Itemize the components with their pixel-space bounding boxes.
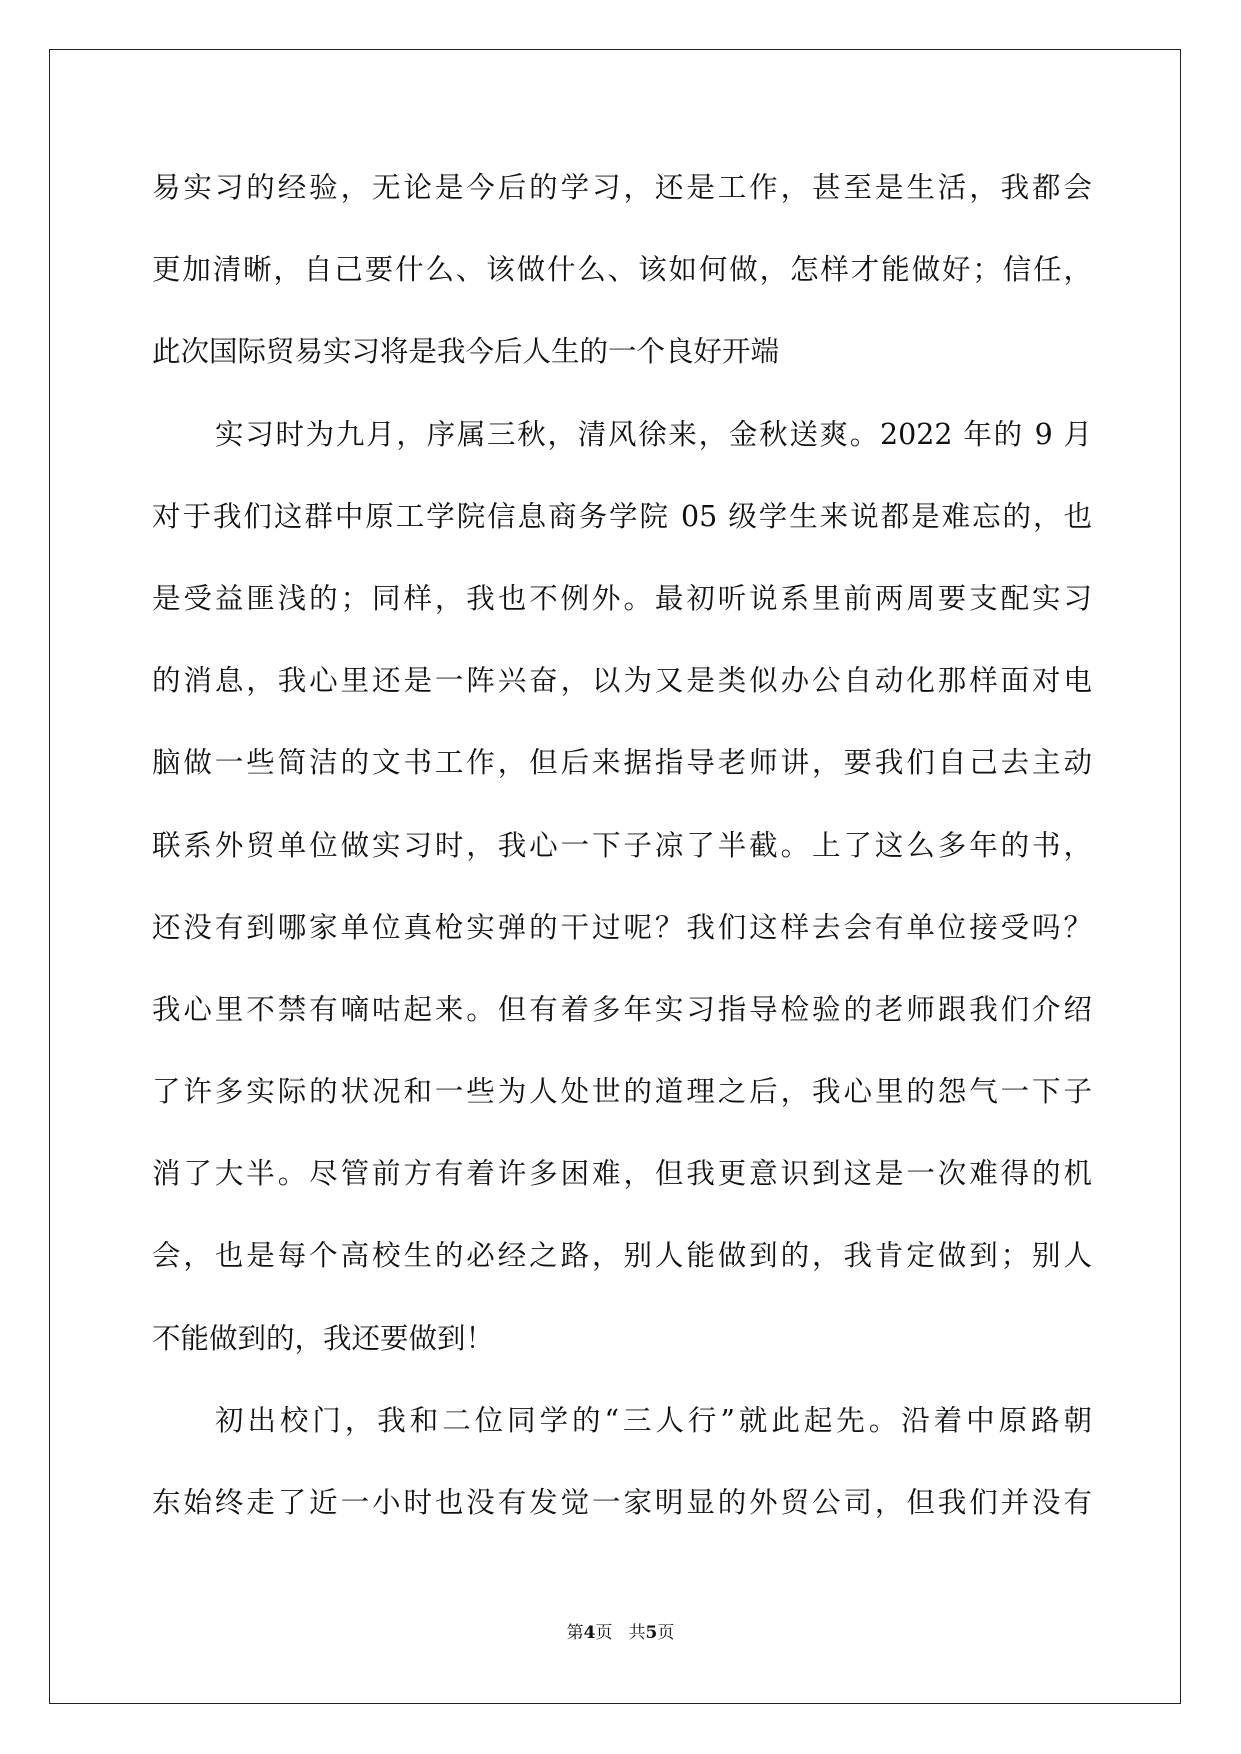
text-line: 的消息，我心里还是一阵兴奋，以为又是类似办公自动化那样面对电 [152,664,1092,698]
footer-total-prefix: 共 [628,1623,646,1643]
text-line: 对于我们这群中原工学院信息商务学院 05 级学生来说都是难忘的，也 [152,499,1092,533]
text-line: 更加清晰，自己要什么、该做什么、该如何做，怎样才能做好；信任， [152,253,1092,287]
text-line: 会，也是每个高校生的必经之路，别人能做到的，我肯定做到；别人 [152,1239,1092,1273]
text-line: 不能做到的，我还要做到！ [152,1321,495,1355]
footer-page-number: 4 [583,1623,596,1643]
footer-total-suffix: 页 [657,1623,675,1643]
text-line: 此次国际贸易实习将是我今后人生的一个良好开端 [152,335,780,369]
text-line: 初出校门，我和二位同学的“三人行”就此起先。沿着中原路朝 [215,1403,1092,1437]
text-line: 联系外贸单位做实习时，我心一下子凉了半截。上了这么多年的书， [152,828,1092,862]
document-body [152,160,1092,1557]
page-footer [0,1618,1241,1643]
text-line: 消了大半。尽管前方有着许多困难，但我更意识到这是一次难得的机 [152,1157,1092,1191]
footer-page-prefix: 第 [566,1623,584,1643]
text-line: 实习时为九月，序属三秋，清风徐来，金秋送爽。2022 年的 9 月 [215,417,1092,451]
text-line: 东始终走了近一小时也没有发觉一家明显的外贸公司，但我们并没有 [152,1486,1092,1519]
text-line: 是受益匪浅的；同样，我也不例外。最初听说系里前两周要支配实习 [152,581,1092,615]
footer-page-suffix: 页 [595,1623,613,1643]
footer-total-number: 5 [645,1623,658,1643]
text-line: 脑做一些简洁的文书工作，但后来据指导老师讲，要我们自己去主动 [152,746,1092,780]
text-line: 了许多实际的状况和一些为人处世的道理之后，我心里的怨气一下子 [152,1075,1092,1109]
text-line: 还没有到哪家单位真枪实弹的干过呢？我们这样去会有单位接受吗？ [152,910,1092,944]
text-line: 我心里不禁有嘀咕起来。但有着多年实习指导检验的老师跟我们介绍 [152,992,1092,1026]
text-line: 易实习的经验，无论是今后的学习，还是工作，甚至是生活，我都会 [152,171,1092,204]
